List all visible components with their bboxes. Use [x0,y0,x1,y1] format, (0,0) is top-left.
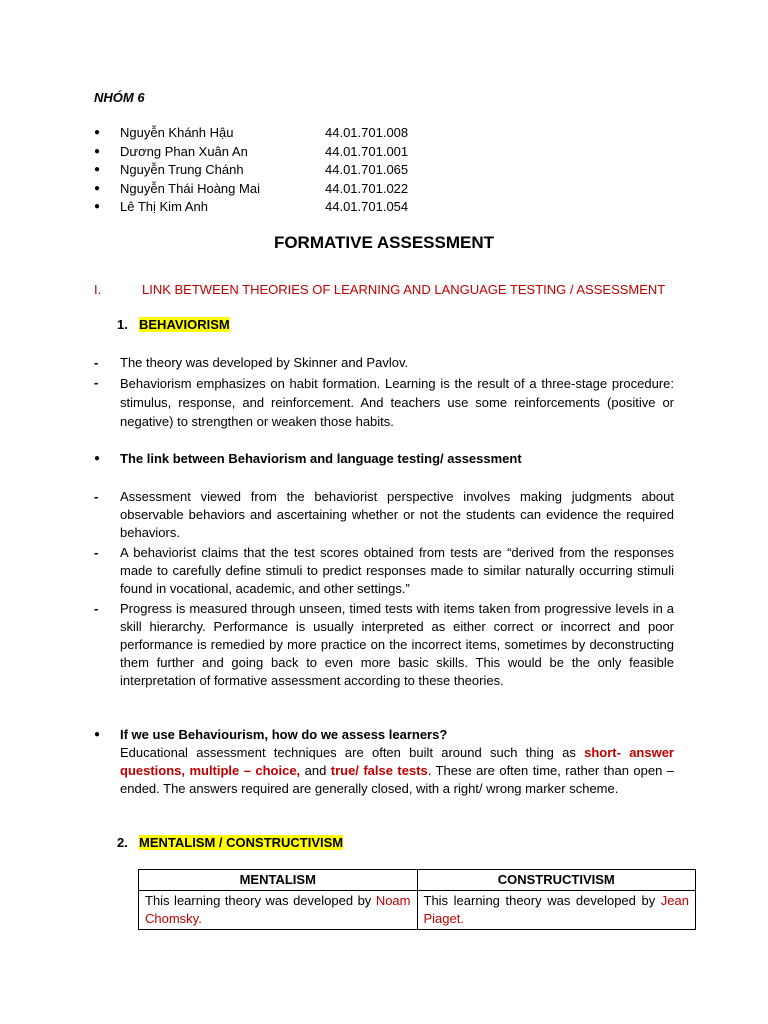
assess-highlight-true-false: true/ false tests [330,763,428,778]
dash-icon: - [94,355,99,370]
dash-icon: - [94,375,99,390]
list-item [94,354,674,372]
member-id: 44.01.701.008 [325,125,409,141]
section-title: LINK BETWEEN THEORIES OF LEARNING AND LANGUAGE TESTING / ASSESSMENT [142,282,666,297]
bullet-icon: ● [94,145,101,157]
cell-constructivism [417,891,696,930]
member-row [94,124,434,143]
subheading-number: 1. [117,317,128,332]
list-item [94,600,674,690]
list-item [94,450,674,468]
member-id: 44.01.701.001 [325,143,409,159]
cell-text: This learning theory was developed by [145,893,376,908]
cell-mentalism [139,891,418,930]
table-row [139,891,696,930]
list-item-text: Assessment viewed from the behaviorist perspective involves making judgments about observable behaviors and ascertaining whether or not the students can evidence the required behaviors. [120,489,674,540]
cell-name: Jean Piaget. [423,893,689,926]
link-heading-block [94,450,674,468]
member-name: Lê Thị Kim Anh [120,199,208,215]
member-row [94,198,434,217]
member-name: Nguyễn Khánh Hậu [120,125,234,141]
member-row [94,143,434,162]
link-heading: The link between Behaviorism and language testing/ assessment [120,451,522,466]
dash-icon: - [94,489,99,504]
member-id: 44.01.701.065 [325,162,409,178]
list-item [94,488,674,542]
assess-text: . These are often time, rather than open – ended. The answers required are generally closed, with a right/ wrong marker scheme. [120,763,675,796]
subheading-number: 2. [117,835,128,850]
assess-block [94,726,674,798]
behaviorism-points [94,354,674,433]
assess-content [120,726,674,798]
member-row [94,161,434,180]
list-item [94,544,674,598]
bullet-icon: ● [94,729,101,740]
link-points [94,488,674,692]
dash-icon: - [94,601,99,616]
member-name: Nguyễn Thái Hoàng Mai [120,180,260,196]
assess-highlight-short-answer: short- answer questions, multiple – choice, [120,745,674,778]
bullet-icon: ● [94,201,101,213]
subheading-behaviorism [117,316,230,334]
comparison-table [138,869,696,930]
bullet-icon: ● [94,453,101,464]
assess-text: and [300,763,331,778]
list-item-text: A behaviorist claims that the test scores obtained from tests are “derived from the responses made to carefully define stimuli to predict responses made to similar naturally occurring stimuli found in vocational, academic, and other settings.” [120,545,674,596]
header-mentalism: MENTALISM [139,870,418,891]
list-item-text: Behaviorism emphasizes on habit formation. Learning is the result of a three-stage procedure: stimulus, response, and reinforcement. And teachers use some reinforcements (positive or negative) to strengthen or weaken those habits. [120,376,674,429]
bullet-icon: ● [94,182,101,194]
table-header-row [139,870,696,891]
member-list [94,124,434,217]
list-item [94,726,674,798]
group-label: NHÓM 6 [94,90,145,105]
bullet-icon: ● [94,127,101,139]
assess-text: Educational assessment techniques are often built around such thing as [120,745,585,760]
member-id: 44.01.701.054 [325,199,409,215]
section-heading [94,281,665,299]
assess-question: If we use Behaviourism, how do we assess learners? [120,727,448,742]
list-item-text: Progress is measured through unseen, timed tests with items taken from progressive levels in a skill hierarchy. Performance is usually interpreted as either correct or incorrect and poor performance is remedied by more practice on the incorrect items, sometimes by deconstructing them further and going back to even more basic skills. This would be the only feasible interpretation of formative assessment according to these theories. [120,601,674,688]
list-item [94,374,674,431]
bullet-icon: ● [94,164,101,176]
subheading-mentalism [117,834,343,852]
member-name: Nguyễn Trung Chánh [120,162,244,178]
member-name: Dương Phan Xuân An [120,143,248,159]
subheading-label: BEHAVIORISM [139,317,230,332]
member-row [94,180,434,199]
section-number: I. [94,282,102,297]
list-item-text: The theory was developed by Skinner and Pavlov. [120,355,409,370]
member-id: 44.01.701.022 [325,180,409,196]
cell-name: Noam Chomsky. [145,893,411,926]
cell-text: This learning theory was developed by [423,893,661,908]
document-title: FORMATIVE ASSESSMENT [273,233,495,252]
subheading-label: MENTALISM / CONSTRUCTIVISM [139,835,344,850]
dash-icon: - [94,545,99,560]
header-constructivism: CONSTRUCTIVISM [417,870,696,891]
